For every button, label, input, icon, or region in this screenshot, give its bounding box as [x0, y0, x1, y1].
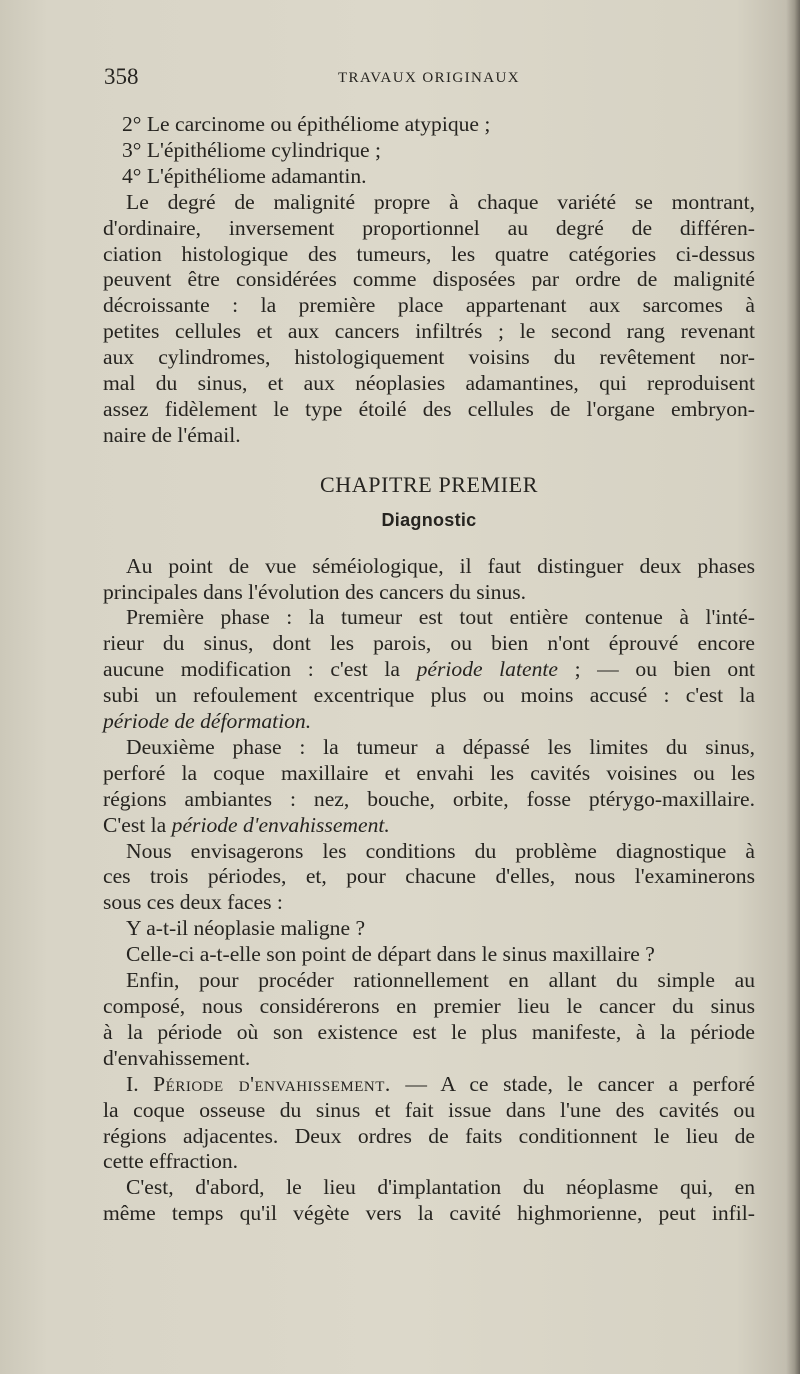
italic-term: période latente — [416, 657, 558, 682]
text-line: régions adjacentes. Deux ordres de faits conditionnent le lieu de — [103, 1123, 755, 1148]
text-line: la coque osseuse du sinus et fait issue dans l'une des cavités ou — [103, 1097, 755, 1122]
italic-term: période de déformation. — [103, 709, 312, 734]
text-line: I. Période d'envahissement. — A ce stade, le cancer a perforé — [126, 1071, 755, 1096]
text-line: même temps qu'il végète vers la cavité highmorienne, peut infil- — [103, 1201, 755, 1226]
text-line: peuvent être considérées comme disposées par ordre de malignité — [103, 267, 755, 292]
section-title-smallcaps: Période d'envahissement. — [153, 1071, 391, 1096]
text-line: Le degré de malignité propre à chaque variété se montrant, — [126, 189, 755, 214]
chapter-heading: CHAPITRE PREMIER — [319, 471, 538, 497]
list-item: 4° L'épithéliome adamantin. — [122, 163, 367, 188]
question-line: Celle-ci a-t-elle son point de départ dans le sinus maxillaire ? — [126, 942, 655, 967]
text-line: cette effraction. — [103, 1149, 239, 1174]
page-header — [104, 64, 754, 94]
text-line: régions ambiantes : nez, bouche, orbite, fosse ptérygo-maxillaire. — [103, 786, 755, 811]
page-edge-shadow — [786, 0, 800, 1374]
text-line: décroissante : la première place appartenant aux sarcomes à — [103, 293, 755, 318]
text-line: composé, nous considérerons en premier lieu le cancer du sinus — [103, 994, 755, 1018]
section-heading: Diagnostic — [381, 509, 477, 530]
paragraph-invasion — [103, 1072, 755, 1176]
paragraph-method — [103, 968, 755, 1072]
text-line: Au point de vue séméiologique, il faut distinguer deux phases — [126, 553, 755, 578]
text-line: sous ces deux faces : — [103, 890, 283, 915]
italic-term: période d'envahissement. — [171, 812, 390, 837]
list-item: 3° L'épithéliome cylindrique ; — [122, 137, 381, 162]
text-line: Première phase : la tumeur est tout entière contenue à l'inté- — [126, 605, 755, 630]
paragraph-first-phase — [103, 605, 755, 735]
text-line: Deuxième phase : la tumeur a dépassé les limites du sinus, — [126, 734, 755, 759]
body-text — [103, 112, 755, 1227]
list-item: 2° Le carcinome ou épithéliome atypique ; — [122, 112, 491, 136]
paragraph-second-phase — [103, 735, 755, 839]
paragraph-conditions — [103, 839, 755, 917]
text-line: Nous envisagerons les conditions du problème diagnostique à — [126, 838, 755, 863]
text-line: perforé la coque maxillaire et envahi les cavités voisines ou les — [103, 760, 755, 785]
text-line: ces trois périodes, et, pour chacune d'elles, nous l'examinerons — [103, 864, 755, 889]
page-number: 358 — [104, 64, 139, 89]
question-line: Y a-t-il néoplasie maligne ? — [126, 916, 366, 941]
text-line: petites cellules et aux cancers infiltrés ; le second rang revenant — [103, 319, 755, 344]
text-line: d'ordinaire, inversement proportionnel au degré de différen- — [103, 215, 755, 240]
text-line — [103, 709, 755, 735]
text-line: d'envahissement. — [103, 1045, 251, 1070]
text-line: naire de l'émail. — [103, 422, 241, 447]
paragraph-phases — [103, 554, 755, 606]
text-line: C'est, d'abord, le lieu d'implantation du néoplasme qui, en — [126, 1175, 755, 1200]
text-line: rieur du sinus, dont les parois, ou bien n'ont éprouvé encore — [103, 631, 755, 656]
running-head: TRAVAUX ORIGINAUX — [337, 70, 520, 86]
paragraph-malignity — [103, 190, 755, 449]
paragraph-implantation — [103, 1175, 755, 1227]
text-line: aucune modification : c'est la période latente ; — ou bien ont — [103, 657, 755, 682]
text-line: à la période où son existence est le plus manifeste, à la période — [103, 1019, 755, 1044]
text-line: ciation histologique des tumeurs, les quatre catégories ci-dessus — [103, 241, 755, 266]
text-line: mal du sinus, et aux néoplasies adamantines, qui reproduisent — [103, 371, 755, 396]
text-line: principales dans l'évolution des cancers du sinus. — [103, 579, 527, 604]
text-line: assez fidèlement le type étoilé des cellules de l'organe embryon- — [103, 396, 755, 421]
text-line: subi un refoulement excentrique plus ou moins accusé : c'est la — [103, 683, 755, 708]
text-line: C'est la période d'envahissement. — [103, 812, 390, 837]
text-line: aux cylindromes, histologiquement voisins du revêtement nor- — [103, 345, 755, 370]
text-line: Enfin, pour procéder rationnellement en allant du simple au — [126, 968, 755, 993]
